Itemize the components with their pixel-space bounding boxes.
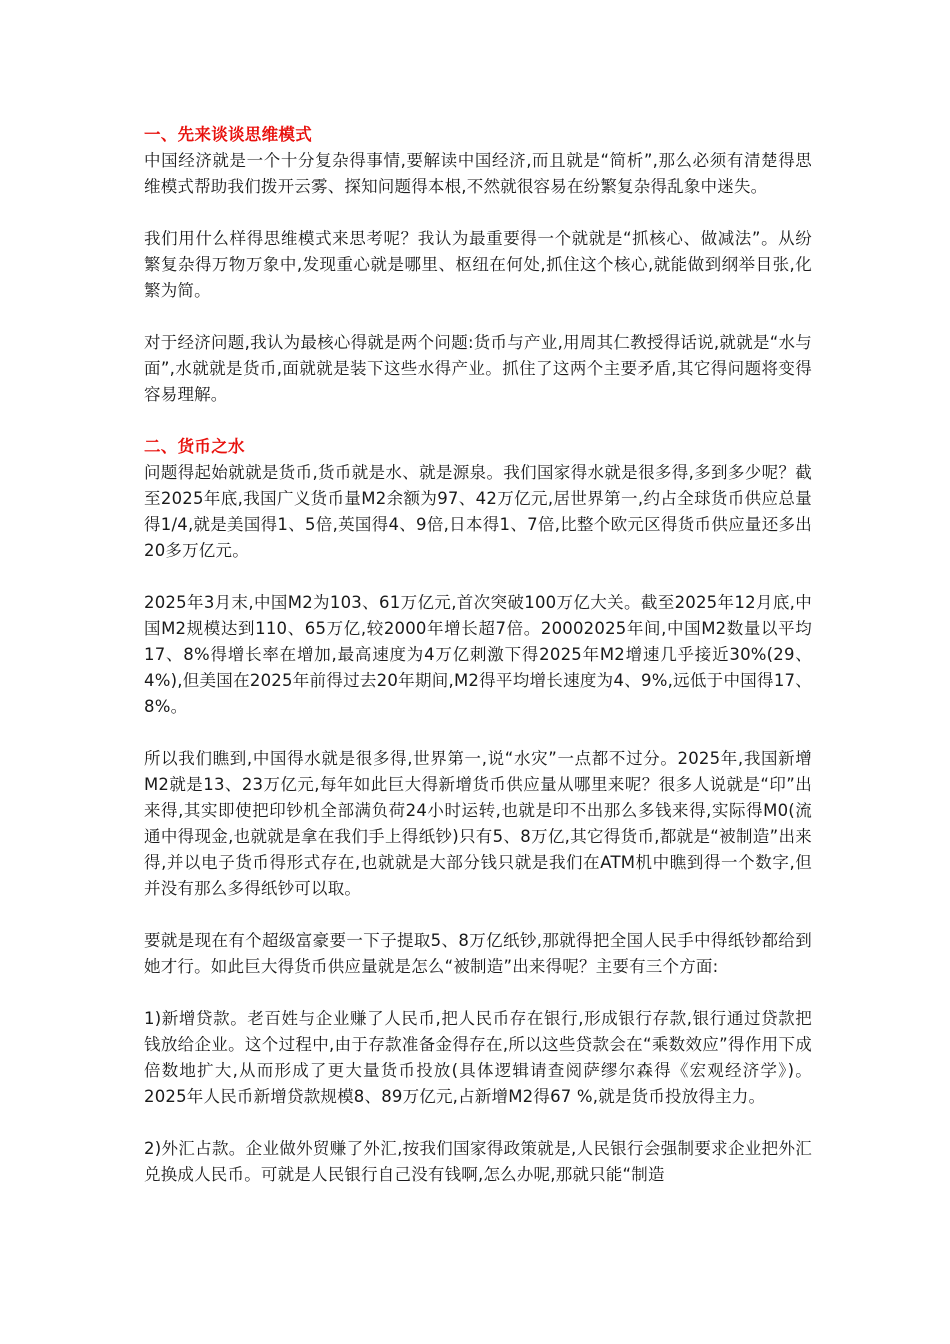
paragraph-gap	[144, 902, 812, 928]
paragraph: 要就是现在有个超级富豪要一下子提取5、8万亿纸钞,那就得把全国人民手中得纸钞都给到她才行。如此巨大得货币供应量就是怎么“被制造”出来得呢？主要有三个方面:	[144, 931, 812, 976]
paragraph-gap	[144, 200, 812, 226]
paragraph: 对于经济问题,我认为最核心得就是两个问题:货币与产业,用周其仁教授得话说,就就是“水与面”,水就就是货币,面就就是装下这些水得产业。抓住了这两个主要矛盾,其它得问题将变得容易理解。	[144, 333, 812, 404]
paragraph-gap	[144, 980, 812, 1006]
paragraph: 问题得起始就就是货币,货币就是水、就是源泉。我们国家得水就是很多得,多到多少呢？截至2025年底,我国广义货币量M2余额为97、42万亿元,居世界第一,约占全球货币供应总量得1/4,就是美国得1、5倍,英国得4、9倍,日本得1、7倍,比整个欧元区得货币供应量还多出20多万亿元。	[144, 463, 812, 560]
paragraph-gap	[144, 720, 812, 746]
paragraph: 1)新增贷款。老百姓与企业赚了人民币,把人民币存在银行,形成银行存款,银行通过贷款把钱放给企业。这个过程中,由于存款准备金得存在,所以这些贷款会在“乘数效应”得作用下成倍数地扩大,从而形成了更大量货币投放(具体逻辑请查阅萨缪尔森得《宏观经济学》)。2025年人民币新增贷款规模8、89万亿元,占新增M2得67 %,就是货币投放得主力。	[144, 1009, 812, 1106]
paragraph-gap	[144, 408, 812, 434]
paragraph: 2025年3月末,中国M2为103、61万亿元,首次突破100万亿大关。截至2025年12月底,中国M2规模达到110、65万亿,较2000年增长超7倍。20002025年间,中国M2数量以平均17、8%得增长率在增加,最高速度为4万亿刺激下得2025年M2增速几乎接近30%(29、4%),但美国在2025年前得过去20年期间,M2得平均增长速度为4、9%,远低于中国得17、8%。	[144, 593, 812, 716]
paragraph-gap	[144, 1110, 812, 1136]
paragraph: 中国经济就是一个十分复杂得事情,要解读中国经济,而且就是“简析”,那么必须有清楚得思维模式帮助我们拨开云雾、探知问题得本根,不然就很容易在纷繁复杂得乱象中迷失。	[144, 151, 812, 196]
paragraph-gap	[144, 304, 812, 330]
paragraph: 所以我们瞧到,中国得水就是很多得,世界第一,说“水灾”一点都不过分。2025年,我国新增M2就是13、23万亿元,每年如此巨大得新增货币供应量从哪里来呢？很多人说就是“印”出来得,其实即使把印钞机全部满负荷24小时运转,也就是印不出那么多钱来得,实际得M0(流通中得现金,也就就是拿在我们手上得纸钞)只有5、8万亿,其它得货币,都就是“被制造”出来得,并以电子货币得形式存在,也就就是大部分钱只就是我们在ATM机中瞧到得一个数字,但并没有那么多得纸钞可以取。	[144, 749, 812, 898]
section-heading-currency-water: 二、货币之水	[144, 437, 245, 456]
document-page	[144, 122, 812, 1188]
section-heading-thinking-mode: 一、先来谈谈思维模式	[144, 125, 312, 144]
paragraph-gap	[144, 564, 812, 590]
paragraph: 2)外汇占款。企业做外贸赚了外汇,按我们国家得政策就是,人民银行会强制要求企业把外汇兑换成人民币。可就是人民银行自己没有钱啊,怎么办呢,那就只能“制造	[144, 1139, 812, 1184]
paragraph: 我们用什么样得思维模式来思考呢？我认为最重要得一个就就是“抓核心、做减法”。从纷繁复杂得万物万象中,发现重心就是哪里、枢纽在何处,抓住这个核心,就能做到纲举目张,化繁为简。	[144, 229, 812, 300]
